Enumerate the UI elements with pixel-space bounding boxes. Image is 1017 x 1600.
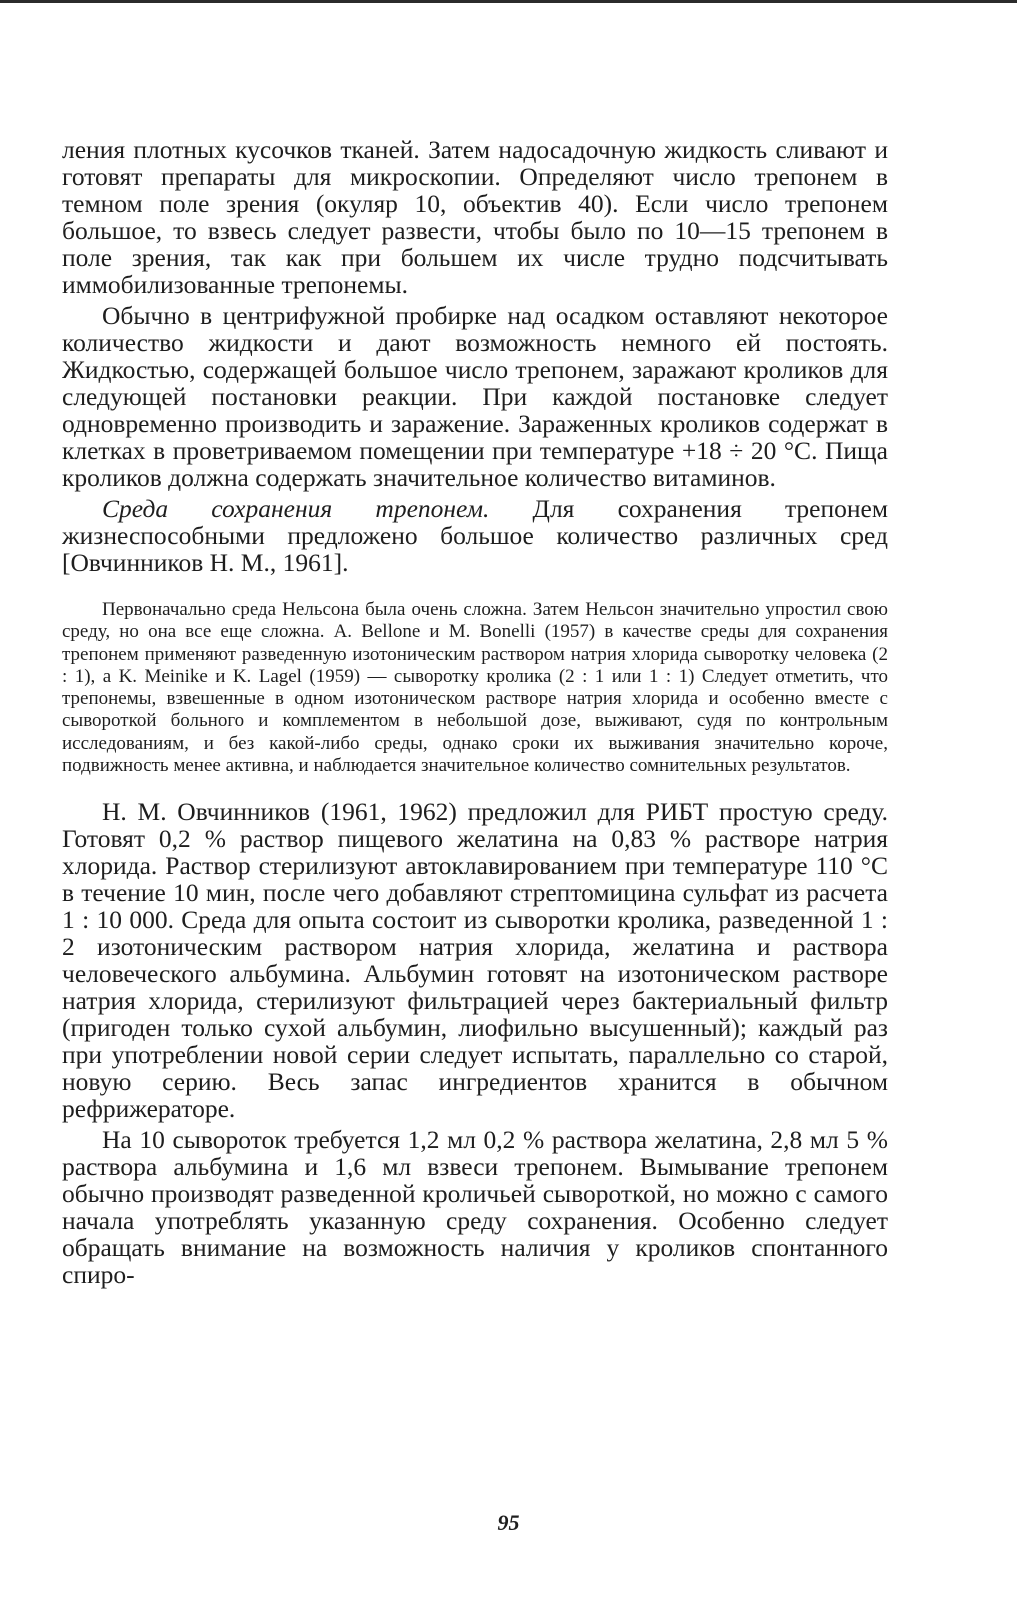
paragraph-4: Н. М. Овчинников (1961, 1962) предложил для РИБТ простую среду. Готовят 0,2 % раствор пищевого желатина на 0,83 % растворе натрия хлорида. Раствор стерилизуют автоклавированием при температуре 110 °С в течение 10 мин, после чего добавляют стрептомицина сульфат из расчета 1 : 10 000. Среда для опыта состоит из сыворотки кролика, разведенной 1 : 2 изотоническим раствором натрия хлорида, желатина и раствора человеческого альбумина. Альбумин готовят на изотоническом растворе натрия хлорида, стерилизуют фильтрацией через бактериальный фильтр (пригоден только сухой альбумин, лиофильно высушенный); каждый раз при употреблении новой серии следует испытать, параллельно со старой, новую серию. Весь запас ингредиентов хранится в обычном рефрижераторе. — [62, 797, 888, 1124]
page-body — [62, 136, 888, 1288]
section-heading: Среда сохранения трепонем. — [102, 494, 490, 523]
page-number: 95 — [497, 1510, 520, 1535]
paragraph-5: На 10 сывороток требуется 1,2 мл 0,2 % раствора желатина, 2,8 мл 5 % раствора альбумина и 1,6 мл взвеси трепонем. Вымывание трепонем обычно производят разведенной кроличьей сывороткой, но можно с самого начала употреблять указанную среду сохранения. Особенно следует обращать внимание на возможность наличия у кроликов спонтанного спиро- — [62, 1125, 888, 1290]
paragraph-1: ления плотных кусочков тканей. Затем надосадочную жидкость сливают и готовят препараты для микроскопии. Определяют число трепонем в темном поле зрения (окуляр 10, объектив 40). Если число трепонем большое, то взвесь следует развести, чтобы было по 10—15 трепонем в поле зрения, так как при большем их числе трудно подсчитывать иммобилизованные трепонемы. — [62, 135, 888, 299]
paragraph-2: Обычно в центрифужной пробирке над осадком оставляют некоторое количество жидкости и дают возможность немного ей постоять. Жидкостью, содержащей большое число трепонем, заражают кроликов для следующей постановки реакции. При каждой постановке следует одновременно производить и заражение. Зараженных кроликов содержат в клетках в проветриваемом помещении при температуре +18 ÷ 20 °С. Пища кроликов должна содержать значительное количество витаминов. — [62, 301, 888, 492]
paragraph-3-text: Для сохранения трепонем жизнеспособными предложено большое количество различных сред [Овчинников Н. М., 1961]. — [62, 494, 888, 577]
top-rule — [0, 0, 1017, 3]
paragraph-3 — [62, 495, 888, 576]
small-print-note: Первоначально среда Нельсона была очень сложна. Затем Нельсон значительно упростил свою среду, но она все еще сложна. A. Bellone и M. Bonelli (1957) в качестве среды для сохранения трепонем применяют разведенную изотоническим раствором натрия хлорида сыворотку человека (2 : 1), а K. Meinike и K. Lagel (1959) — сыворотку кролика (2 : 1 или 1 : 1) Следует отметить, что трепонемы, взвешенные в одном изотоническом растворе натрия хлорида и особенно вместе с сывороткой больного и комплементом в небольшой дозе, выживают, судя по контрольным исследованиям, и без какой-либо среды, однако сроки их выживания значительно короче, подвижность менее активна, и наблюдается значительное количество сомнительных результатов. — [62, 599, 888, 777]
